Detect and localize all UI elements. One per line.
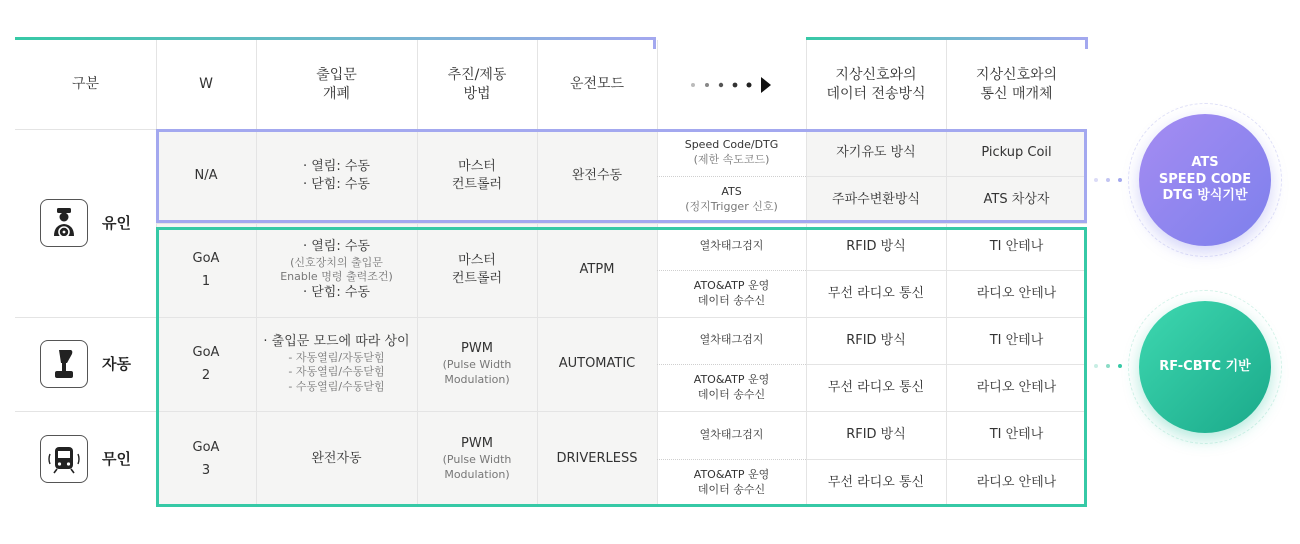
grid-vline — [806, 40, 807, 507]
na-medium-2: ATS 차상자 — [983, 191, 1050, 207]
category-driverless-label: 무인 — [102, 449, 131, 468]
header-w-cell — [156, 40, 256, 129]
header-mode-cell — [537, 40, 657, 129]
header-category-cell — [15, 40, 156, 129]
grid-hline — [15, 129, 1087, 130]
grid-vline — [946, 40, 947, 507]
header-door-cell — [256, 40, 417, 129]
ats-badge — [1139, 114, 1271, 246]
goa1-method-1: RFID 방식 — [846, 238, 906, 254]
grid-dotted-line — [657, 176, 806, 177]
na-medium-1: Pickup Coil — [981, 144, 1052, 160]
connector-dot — [1094, 364, 1098, 368]
goa2-w-cell — [156, 317, 256, 411]
cbtc-badge — [1139, 301, 1271, 433]
na-method-2: 주파수변환방식 — [832, 191, 920, 207]
goa1-door-cell — [256, 223, 417, 317]
na-signal-1-cell — [657, 129, 806, 176]
goa3-method-2: 무선 라디오 통신 — [827, 475, 925, 491]
grid-hline — [806, 459, 1087, 460]
goa3-w: GoA 3 — [192, 439, 220, 478]
connector-dot — [1118, 364, 1122, 368]
goa3-propulsion-cell — [417, 411, 537, 507]
goa3-method-1-cell — [806, 411, 946, 459]
header-method: 지상신호와의 데이터 전송방식 — [826, 66, 926, 102]
category-manned — [40, 199, 131, 247]
goa2-medium-2-cell — [946, 364, 1087, 411]
goa2-signal-2-cell — [657, 364, 806, 411]
na-method-1: 자기유도 방식 — [836, 144, 916, 160]
cbtc-connector-dots — [1094, 364, 1122, 368]
goa1-signal-2: ATO&ATP 운영 데이터 송수신 — [693, 278, 770, 307]
grid-vline — [156, 40, 157, 507]
goa3-method-2-cell — [806, 459, 946, 507]
goa1-propulsion: 마스터 컨트롤러 — [451, 253, 503, 286]
goa1-mode: ATPM — [579, 262, 615, 278]
goa3-signal-2-cell — [657, 459, 806, 507]
goa2-method-1: RFID 방식 — [846, 332, 906, 348]
goa2-signal-1: 열차태그검지 — [699, 333, 764, 347]
grid-hline — [806, 364, 1087, 365]
goa2-medium-1-cell — [946, 317, 1087, 364]
goa1-mode-cell — [537, 223, 657, 317]
grid-hline — [806, 176, 1087, 177]
goa2-door-option-3: - 수동열림/수동닫힘 — [288, 380, 385, 394]
goa1-w: GoA 1 — [192, 250, 220, 289]
goa3-medium-1: TI 안테나 — [989, 427, 1044, 443]
goa1-medium-2-cell — [946, 270, 1087, 317]
na-door-cell — [256, 129, 417, 223]
header-door: 출입문 개폐 — [316, 66, 357, 102]
goa1-signal-1-cell — [657, 223, 806, 270]
header-propulsion: 추진/제동 방법 — [447, 66, 507, 102]
grid-hline — [15, 411, 1087, 412]
goa2-door-cell — [256, 317, 417, 411]
goa1-door-note: (신호장치의 출입문 Enable 명령 출력조건) — [280, 255, 393, 283]
grid-vline — [417, 40, 418, 507]
header-method-cell — [806, 40, 946, 129]
goa3-signal-1: 열차태그검지 — [699, 427, 764, 441]
goa2-method-2-cell — [806, 364, 946, 411]
goa2-w: GoA 2 — [192, 344, 220, 383]
goa3-medium-2-cell — [946, 459, 1087, 507]
goa2-propulsion: PWM — [461, 341, 493, 357]
grid-hline — [15, 317, 1087, 318]
goa1-method-2: 무선 라디오 통신 — [827, 285, 925, 301]
goa2-medium-2: 라디오 안테나 — [976, 379, 1057, 395]
comparison-table — [15, 40, 1087, 507]
header-propulsion-cell — [417, 40, 537, 129]
goa2-mode-cell — [537, 317, 657, 411]
na-signal-2-sub: (정지Trigger 신호) — [685, 199, 778, 213]
category-auto-cell — [15, 317, 156, 411]
goa2-medium-1: TI 안테나 — [989, 332, 1044, 348]
category-auto — [40, 340, 131, 388]
grid-dotted-line — [657, 459, 806, 460]
category-manned-label: 유인 — [102, 213, 131, 232]
goa2-door-mode: · 출입문 모드에 따라 상이 — [263, 333, 410, 349]
goa2-method-1-cell — [806, 317, 946, 364]
ats-connector-dots — [1094, 178, 1122, 182]
connector-dot — [1106, 364, 1110, 368]
goa1-door-open: · 열림: 수동 — [302, 239, 370, 255]
connector-dot — [1106, 178, 1110, 182]
goa2-door-option-1: - 자동열림/자동닫힘 — [288, 350, 385, 364]
na-w-cell — [156, 129, 256, 223]
goa1-method-1-cell — [806, 223, 946, 270]
goa1-w-cell — [156, 223, 256, 317]
header-medium-cell — [946, 40, 1087, 129]
goa2-propulsion-sub: (Pulse Width Modulation) — [442, 357, 512, 386]
joystick-icon — [40, 340, 88, 388]
goa3-signal-2: ATO&ATP 운영 데이터 송수신 — [693, 468, 770, 496]
grid-dotted-line — [657, 364, 806, 365]
na-method-2-cell — [806, 176, 946, 223]
na-signal-1-main: Speed Code/DTG — [684, 137, 779, 151]
goa2-propulsion-cell — [417, 317, 537, 411]
na-door-close: · 닫힘: 수동 — [302, 177, 370, 192]
na-mode: 완전수동 — [571, 168, 623, 184]
goa2-mode: AUTOMATIC — [558, 356, 636, 372]
goa1-signal-1: 열차태그검지 — [699, 239, 764, 253]
category-auto-label: 자동 — [102, 354, 131, 373]
header-mode: 운전모드 — [569, 76, 625, 93]
goa3-propulsion-sub: (Pulse Width Modulation) — [442, 452, 512, 481]
goa2-signal-1-cell — [657, 317, 806, 364]
category-driverless — [40, 435, 131, 483]
goa3-propulsion: PWM — [461, 436, 493, 452]
goa2-door-option-2: - 자동열림/수동닫힘 — [288, 365, 385, 379]
ats-badge-label: ATS SPEED CODE DTG 방식기반 — [1158, 154, 1252, 204]
connector-dot — [1094, 178, 1098, 182]
goa2-signal-2: ATO&ATP 운영 데이터 송수신 — [693, 372, 770, 401]
goa3-method-1: RFID 방식 — [846, 427, 906, 443]
grid-dotted-line — [657, 270, 806, 271]
cbtc-badge-label: RF-CBTC 기반 — [1159, 358, 1251, 374]
goa3-mode: DRIVERLESS — [556, 451, 638, 467]
na-signal-1-sub: (제한 속도코드) — [693, 152, 770, 166]
goa1-medium-1: TI 안테나 — [989, 238, 1044, 254]
na-medium-1-cell — [946, 129, 1087, 176]
grid-vline — [537, 40, 538, 507]
grid-hline — [156, 223, 1087, 224]
goa3-signal-1-cell — [657, 411, 806, 459]
grid-vline — [657, 40, 658, 507]
driver-icon — [40, 199, 88, 247]
category-manned-cell — [15, 129, 156, 317]
dotted-arrow-icon — [687, 75, 777, 95]
goa3-medium-2: 라디오 안테나 — [976, 475, 1057, 491]
goa3-door: 완전자동 — [311, 451, 362, 467]
header-medium: 지상신호와의 통신 매개체 — [975, 66, 1058, 102]
header-category: 구분 — [71, 76, 100, 93]
na-mode-cell — [537, 129, 657, 223]
driverless-train-icon — [40, 435, 88, 483]
na-medium-2-cell — [946, 176, 1087, 223]
na-method-1-cell — [806, 129, 946, 176]
goa3-medium-1-cell — [946, 411, 1087, 459]
na-door-open: · 열림: 수동 — [302, 159, 370, 175]
na-propulsion-cell — [417, 129, 537, 223]
goa1-medium-1-cell — [946, 223, 1087, 270]
na-signal-2-main: ATS — [721, 184, 742, 198]
header-w: W — [199, 76, 213, 93]
goa3-mode-cell — [537, 411, 657, 507]
category-driverless-cell — [15, 411, 156, 507]
goa3-door-cell — [256, 411, 417, 507]
goa1-door-close: · 닫힘: 수동 — [302, 285, 370, 301]
connector-dot — [1118, 178, 1122, 182]
goa1-propulsion-cell — [417, 223, 537, 317]
grid-hline — [806, 270, 1087, 271]
grid-vline — [256, 40, 257, 507]
na-signal-2-cell — [657, 176, 806, 223]
goa2-method-2: 무선 라디오 통신 — [827, 379, 925, 395]
goa3-w-cell — [156, 411, 256, 507]
goa1-medium-2: 라디오 안테나 — [976, 285, 1057, 301]
goa1-signal-2-cell — [657, 270, 806, 317]
na-w: N/A — [194, 168, 218, 184]
na-propulsion: 마스터 컨트롤러 — [451, 159, 503, 192]
goa1-method-2-cell — [806, 270, 946, 317]
header-arrow-cell — [657, 40, 806, 129]
